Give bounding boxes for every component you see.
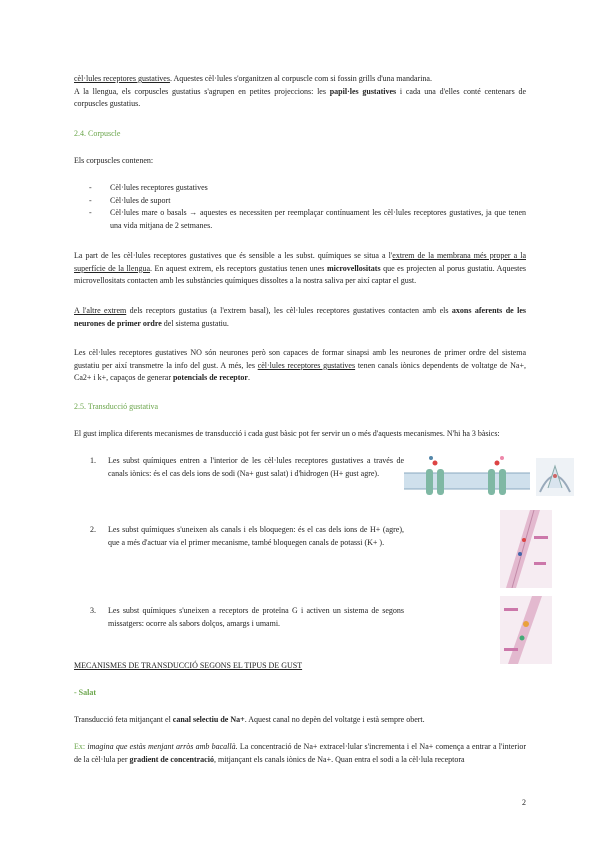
salty-label: - Salat bbox=[74, 688, 96, 697]
intro-paragraph bbox=[74, 73, 526, 111]
para-text: . En aquest extrem, els receptors gustatius tenen unes bbox=[150, 263, 327, 273]
receptor-cells-link: cèl·lules receptores gustatives bbox=[74, 74, 170, 83]
taste-cell-detail-figure bbox=[536, 458, 574, 496]
corpuscle-lead: Els corpuscles contenen: bbox=[74, 156, 154, 165]
channel-blocking-figure bbox=[500, 510, 552, 588]
para-underline: A l'altre extrem bbox=[74, 306, 127, 315]
list-item: - Cèl·lules mare o basals → aquestes es necessiten per reemplaçar contínuament les cèl·lules receptores gustatives, ja que tenen una vida mitjana de 2 setmanes. bbox=[74, 207, 526, 232]
mechanism-step-1 bbox=[74, 455, 404, 480]
para-text: La concentració de Na+ extracel·lular s'incrementa i el Na+ comença a entrar a l'interior de la cèl·lula per bbox=[74, 742, 526, 764]
corpuscle-list bbox=[74, 182, 526, 232]
para-underline: extrem de la membrana més proper a la superfície de la llengua bbox=[74, 251, 527, 273]
intro-bold: papil·les gustatives bbox=[329, 86, 397, 96]
transduction-lead: El gust implica diferents mecanismes de transducció i cada gust bàsic pot fer servir un o més d'aquests mecanismes. N'hi ha 3 bàsics: bbox=[74, 429, 500, 438]
para-text: , mitjançant els canals iònics de Na+. Quan entra el sodi a la cèl·lula receptora bbox=[213, 754, 465, 764]
intro-text: i cada una d'elles conté centenars de corpuscles gustatius. bbox=[74, 86, 526, 109]
step-number: 3. bbox=[90, 606, 96, 615]
ion-channel-diagram bbox=[404, 455, 530, 505]
synapse-paragraph bbox=[74, 347, 526, 385]
para-text: . bbox=[247, 373, 250, 383]
para-text: Transducció feta mitjançant el bbox=[74, 715, 173, 724]
para-bold: canal selectiu de Na+ bbox=[172, 715, 245, 724]
example-label: Ex: bbox=[74, 742, 86, 751]
example-italic: imagina que estàs menjant arròs amb bacallà. bbox=[85, 742, 238, 751]
para-bold: microvellositats bbox=[326, 263, 381, 273]
basal-end-paragraph bbox=[74, 305, 526, 330]
mechanism-step-3 bbox=[74, 605, 404, 630]
para-bold: axons aferents de les neurones de primer ordre bbox=[74, 306, 526, 328]
mechanism-step-2 bbox=[74, 524, 404, 549]
para-text: tenen canals iònics dependents de voltatge de Na+, Ca2+ i k+, capaços de generar bbox=[74, 360, 526, 383]
list-item: - Cèl·lules receptores gustatives bbox=[74, 182, 526, 195]
step-number: 2. bbox=[90, 525, 96, 534]
list-item: - Cèl·lules de suport bbox=[74, 195, 526, 208]
section-heading-corpuscle: 2.4. Corpuscle bbox=[74, 129, 121, 138]
para-bold: potencials de receptor bbox=[172, 373, 248, 383]
page-number: 2 bbox=[522, 798, 526, 807]
para-text: La part de les cèl·lules receptores gustatives que és sensible a les subst. químiques se situa a l' bbox=[74, 251, 393, 260]
step-text: Les subst químiques entren a l'interior de les cèl·lules receptores gustatives a través de canals iònics: és el cas dels ions de sodi (Na+ gust salat) i d'hidrogen (H+ gust agre). bbox=[108, 456, 404, 478]
intro-text: . Aquestes cèl·lules s'organitzen al corpuscle com si fossin grills d'una mandarina. bbox=[169, 74, 432, 83]
step-text: Les subst químiques s'uneixen als canals i els bloquegen: és el cas dels ions de H+ (agre), que a més d'actuar via el primer mecanisme, també bloquegen canals de potassi (K+ ). bbox=[108, 525, 404, 547]
intro-text: A la llengua, els corpuscles gustatius s'agrupen en petites projeccions: les bbox=[74, 86, 330, 96]
para-text: del sistema gustatiu. bbox=[161, 318, 229, 328]
mechanisms-heading: MECANISMES DE TRANSDUCCIÓ SEGONS EL TIPUS DE GUST bbox=[74, 661, 303, 670]
para-bold: gradient de concentració bbox=[129, 754, 214, 764]
step-text: Les subst químiques s'uneixen a receptors de proteïna G i activen un sistema de segons missatgers: ocorre als sabors dolços, amargs i umami. bbox=[108, 606, 404, 628]
para-text: Les cèl·lules receptores gustatives NO són neurones però son capaces de formar sinapsi amb les neurones de primer ordre del sistema gustatiu per així transmetre la info del gust. A més, les bbox=[74, 348, 526, 370]
g-protein-figure bbox=[500, 596, 552, 664]
section-heading-transduction: 2.5. Transducció gustativa bbox=[74, 402, 158, 411]
step-number: 1. bbox=[90, 456, 96, 465]
para-underline: cèl·lules receptores gustatives bbox=[257, 360, 356, 370]
salty-channel-paragraph bbox=[74, 714, 526, 727]
para-text: dels receptors gustatius (a l'extrem basal), les cèl·lules receptores gustatives contacten amb els bbox=[126, 306, 452, 315]
salty-subheading bbox=[74, 687, 526, 700]
para-text: . Aquest canal no depèn del voltatge i està sempre obert. bbox=[244, 715, 425, 724]
example-paragraph bbox=[74, 741, 526, 766]
sensitive-part-paragraph bbox=[74, 250, 526, 288]
para-text: que es projecten al porus gustatiu. Aquestes microvellositats contacten amb les substàncies químiques dissoltes a la nostra saliva per així captar el gust. bbox=[74, 263, 527, 286]
